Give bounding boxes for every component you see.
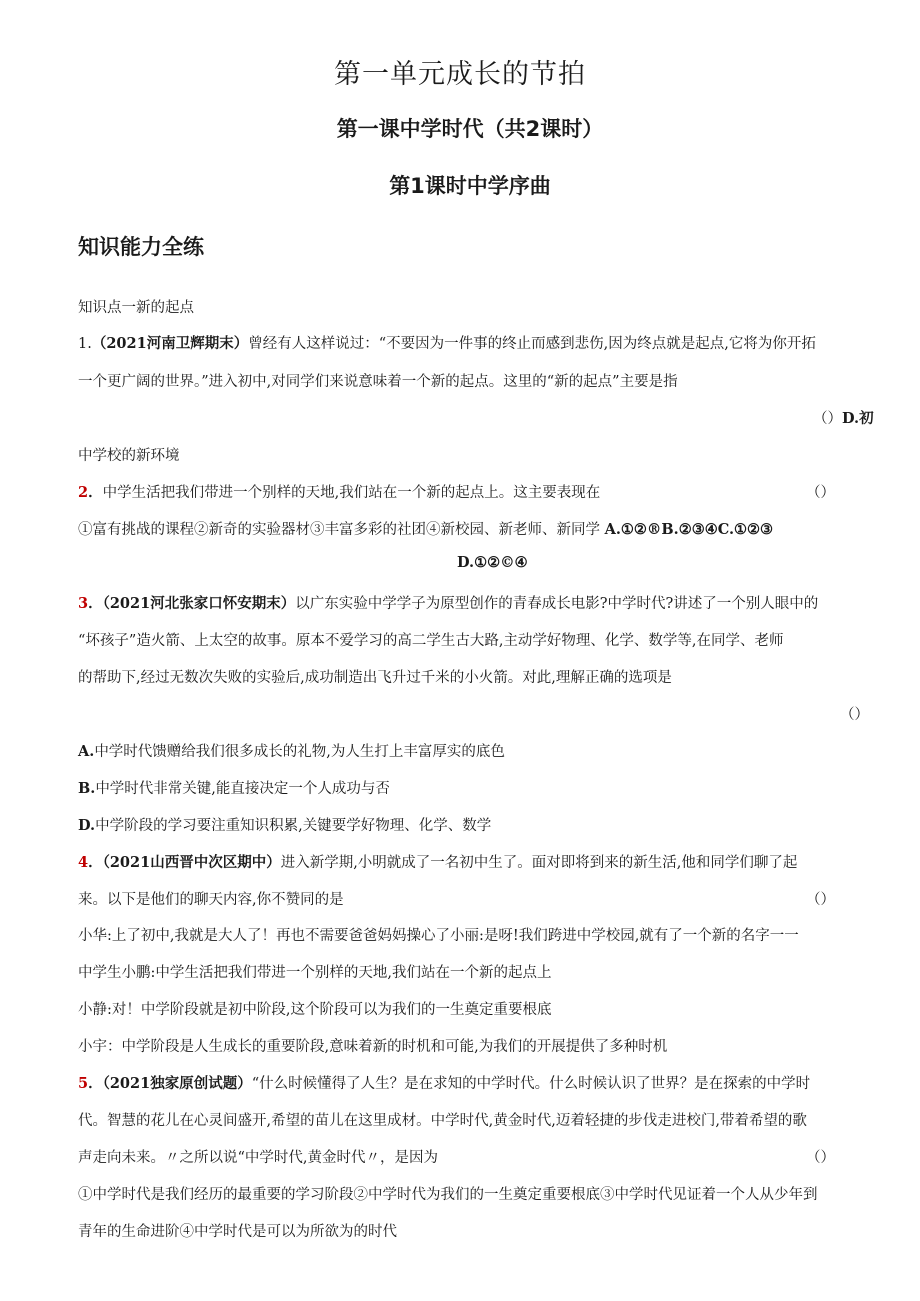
q3-option-a bbox=[78, 740, 505, 761]
q4-line-4: 中学生小鹏:中学生活把我们带进一个别样的天地,我们站在一个新的起点上 bbox=[78, 965, 552, 981]
q2-answer-paren: （） bbox=[806, 485, 835, 501]
q5-line-4: ①中学时代是我们经历的最重要的学习阶段②中学时代为我们的一生奠定重要根底③中学时代见证着一个人从少年到 bbox=[78, 1187, 818, 1203]
q5-answer-paren: （） bbox=[806, 1150, 835, 1166]
q1-text-1: 曾经有人这样说过：“不要因为一件事的终止而感到悲伤,因为终点就是起点,它将为你开拓 bbox=[248, 336, 816, 352]
q2-number: 2 bbox=[78, 484, 89, 501]
q4-dot: ． bbox=[88, 854, 103, 871]
q1-line-1 bbox=[78, 332, 816, 353]
q3-line-1 bbox=[78, 592, 818, 613]
q2-items: ①富有挑战的课程②新奇的实验器材③丰富多彩的社团④新校园、新老师、新同学 bbox=[78, 522, 600, 538]
q5-dot: ． bbox=[88, 1075, 103, 1092]
q4-line-1 bbox=[78, 851, 797, 872]
q5-line-2: 代。智慧的花儿在心灵间盛开,希望的苗儿在这里成材。中学时代,黄金时代,迈着轻捷的步伐走进校门,带着希望的歌 bbox=[78, 1113, 807, 1129]
q5-number: 5 bbox=[78, 1075, 89, 1092]
q3-option-b-text: 中学时代非常关键,能直接决定一个人成功与否 bbox=[95, 781, 390, 797]
q4-line-6: 小宇：中学阶段是人生成长的重要阶段,意味着新的时机和可能,为我们的开展提供了多种时机 bbox=[78, 1039, 668, 1055]
q5-line-1 bbox=[78, 1072, 810, 1093]
q5-line-3: 声走向未来。〃之所以说“中学时代,黄金时代〃，是因为 bbox=[78, 1150, 439, 1166]
q3-dot: ． bbox=[88, 595, 103, 612]
q3-option-a-text: 中学时代馈赠给我们很多成长的礼物,为人生打上丰富厚实的底色 bbox=[94, 744, 505, 760]
q2-items-line bbox=[78, 518, 773, 539]
q3-option-d-text: 中学阶段的学习要注重知识积累,关键要学好物理、化学、数学 bbox=[95, 818, 492, 834]
q1-option-d: D.初 bbox=[842, 410, 874, 427]
q4-line-2: 来。以下是他们的聊天内容,你不赞同的是 bbox=[78, 892, 344, 908]
q3-line-2: “坏孩子”造火箭、上太空的故事。原本不爱学习的高二学生古大路,主动学好物理、化学、数学等,在同学、老师 bbox=[78, 633, 784, 649]
q1-paren: （） bbox=[813, 411, 842, 427]
q1-line-3: 中学校的新环境 bbox=[78, 448, 180, 464]
q5-text-1: “什么时候懂得了人生？是在求知的中学时代。什么时候认识了世界？是在探索的中学时 bbox=[251, 1076, 811, 1092]
q3-option-d bbox=[78, 814, 491, 835]
q1-number: 1. bbox=[78, 336, 92, 352]
q3-line-3: 的帮助下,经过无数次失败的实验后,成功制造出飞升过千米的小火箭。对此,理解正确的选项是 bbox=[78, 670, 672, 686]
q4-number: 4 bbox=[78, 854, 89, 871]
q4-source: （2021山西晋中次区期中） bbox=[102, 854, 281, 871]
q3-option-d-key: D. bbox=[78, 817, 96, 834]
q5-line-5: 青年的生命进阶④中学时代是可以为所欲为的时代 bbox=[78, 1224, 397, 1240]
q2-options-abc: A.①②®B.②③④C.①②③ bbox=[604, 521, 774, 538]
period-title: 第1课时中学序曲 bbox=[389, 174, 551, 198]
q3-option-a-key: A. bbox=[78, 743, 95, 760]
q4-line-3: 小华:上了初中,我就是大人了！再也不需要爸爸妈妈操心了小丽:是呀!我们跨进中学校园,就有了一个新的名字一一 bbox=[78, 928, 799, 944]
q2-text-1: 中学生活把我们带进一个别样的天地,我们站在一个新的起点上。这主要表现在 bbox=[102, 485, 601, 501]
q3-number: 3 bbox=[78, 595, 89, 612]
q3-option-b bbox=[78, 777, 390, 798]
q2-dot: ． bbox=[88, 484, 103, 501]
q3-text-1: 以广东实验中学学子为原型创作的青春成长电影?中学时代?讲述了一个别人眼中的 bbox=[295, 596, 819, 612]
q4-text-1: 进入新学期,小明就成了一名初中生了。面对即将到来的新生活,他和同学们聊了起 bbox=[280, 855, 798, 871]
q3-answer-paren: （） bbox=[840, 707, 869, 723]
q1-line-2: 一个更广阔的世界。”进入初中,对同学们来说意味着一个新的起点。这里的“新的起点”主要是指 bbox=[78, 374, 678, 390]
q2-line-1 bbox=[78, 481, 600, 502]
q4-answer-paren: （） bbox=[806, 892, 835, 908]
unit-title: 第一单元成长的节拍 bbox=[334, 59, 586, 90]
q3-option-b-key: B. bbox=[78, 780, 96, 797]
q3-source: （2021河北张家口怀安期末） bbox=[102, 595, 296, 612]
knowledge-point-heading: 知识点一新的起点 bbox=[78, 300, 194, 316]
section-heading: 知识能力全练 bbox=[78, 235, 204, 259]
lesson-title: 第一课中学时代（共2课时） bbox=[336, 117, 604, 141]
q5-source: （2021独家原创试题） bbox=[102, 1075, 252, 1092]
q2-option-d: D.①②©④ bbox=[457, 554, 528, 571]
q1-answer-paren bbox=[813, 407, 874, 428]
q4-line-5: 小静:对！中学阶段就是初中阶段,这个阶段可以为我们的一生奠定重要根底 bbox=[78, 1002, 552, 1018]
q1-source: （2021河南卫辉期末） bbox=[91, 335, 249, 352]
